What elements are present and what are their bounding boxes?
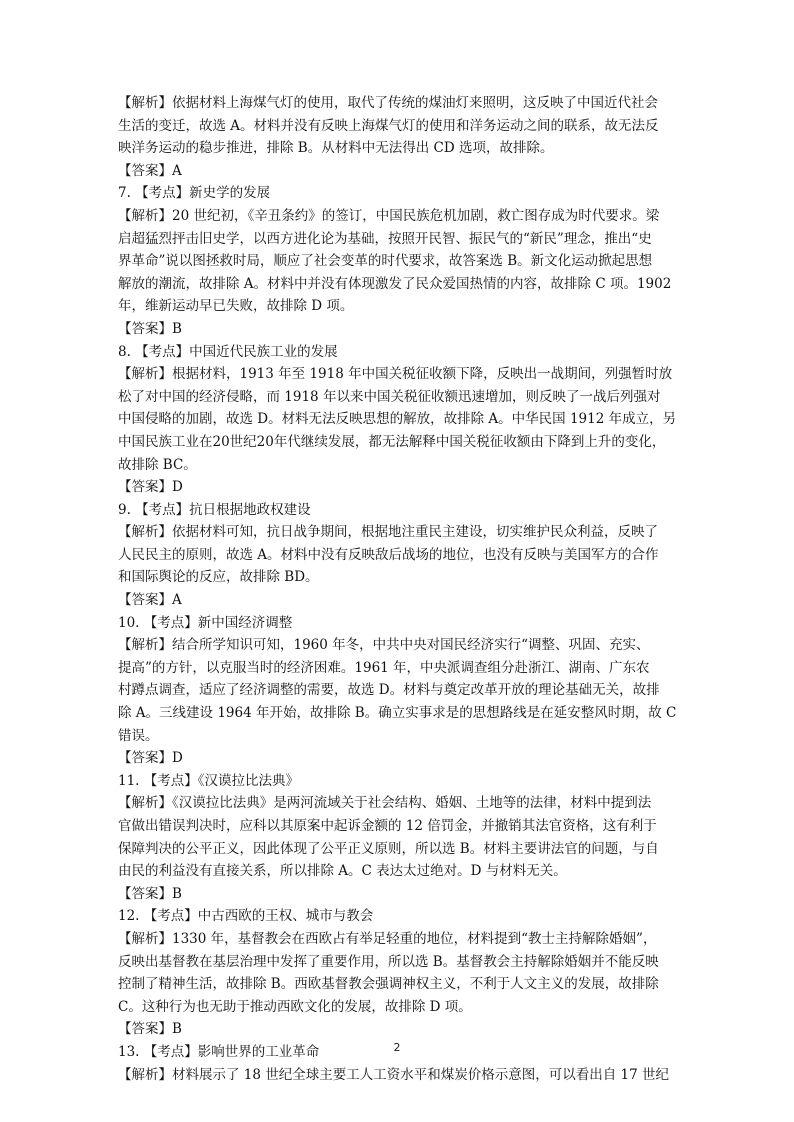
text-line: 保障判决的公平正义，因此体现了公平正义原则，所以选 B。材料主要讲法官的问题，与自: [118, 840, 659, 857]
text-line: 界革命”说以图拯救时局，顺应了社会变革的时代要求，故答案选 B。新文化运动掀起思想: [118, 253, 653, 270]
text-line: 【答案】A: [118, 592, 182, 609]
text-line: 【解析】1330 年，基督教会在西欧占有举足轻重的地位，材料提到“教士主持解除婚姻”，: [118, 930, 657, 947]
text-line: 【答案】B: [118, 320, 182, 337]
text-line: 13. 【考点】影响世界的工业革命: [118, 1043, 320, 1060]
text-line: 【解析】《汉谟拉比法典》是两河流域关于社会结构、婚姻、土地等的法律，材料中提到法: [118, 795, 652, 812]
text-line: 【解析】材料展示了 18 世纪全球主要工人工资水平和煤炭价格示意图，可以看出自 17 世纪: [118, 1066, 670, 1083]
text-line: 9. 【考点】抗日根据地政权建设: [118, 501, 311, 518]
text-line: 12. 【考点】中古西欧的王权、城市与教会: [118, 908, 374, 925]
text-line: 【解析】根据材料，1913 年至 1918 年中国关税征收额下降，反映出一战期间，列强暂时放: [118, 366, 673, 383]
text-line: 【答案】B: [118, 885, 182, 902]
text-line: 解放的潮流，故排除 A。材料中并没有体现激发了民众爱国热情的内容，故排除 C 项。1902: [118, 275, 672, 292]
text-line: 除 A。三线建设 1964 年开始，故排除 B。确立实事求是的思想路线是在延安整风时期，故 C: [118, 705, 677, 722]
text-line: 【答案】B: [118, 1021, 182, 1038]
text-line: 提高”的方针，以克服当时的经济困难。1961 年，中央派调查组分赴浙江、湖南、广东农: [118, 659, 650, 676]
text-line: 松了对中国的经济侵略，而 1918 年以来中国关税征收额迅速增加，则反映了一战后列强对: [118, 388, 661, 405]
text-line: 错误。: [118, 727, 159, 744]
text-line: 人民民主的原则，故选 A。材料中没有反映敌后战场的地位，也没有反映与美国军方的合作: [118, 546, 659, 563]
text-line: 映洋务运动的稳步推进，排除 B。从材料中无法得出 CD 选项，故排除。: [118, 140, 554, 157]
text-line: 反映出基督教在基层治理中发挥了重要作用，所以选 B。基督教会主持解除婚姻并不能反映: [118, 953, 659, 970]
text-line: 8. 【考点】中国近代民族工业的发展: [118, 343, 338, 360]
text-line: 【解析】依据材料可知，抗日战争期间，根据地注重民主建设，切实维护民众利益，反映了: [118, 524, 658, 541]
text-line: 由民的利益没有直接关系，所以排除 A。C 表达太过绝对。D 与材料无关。: [118, 863, 567, 880]
page-number: 2: [393, 1041, 401, 1054]
text-line: 【答案】D: [118, 750, 183, 767]
text-line: 故排除 BC。: [118, 456, 197, 473]
text-line: 年，维新运动早已失败，故排除 D 项。: [118, 298, 354, 315]
text-line: 官做出错误判决时，应科以其原案中起诉金额的 12 倍罚金，并撤销其法官资格，这有利于: [118, 818, 657, 834]
text-line: 【解析】结合所学知识可知，1960 年冬，中共中央对国民经济实行“调整、巩固、充实、: [118, 637, 650, 654]
text-line: 【答案】D: [118, 479, 183, 496]
text-line: 【答案】A: [118, 162, 182, 179]
text-line: 中国民族工业在20世纪20年代继续发展，都无法解释中国关税征收额由下降到上升的变化，: [118, 433, 666, 450]
text-line: 生活的变迁，故选 A。材料并没有反映上海煤气灯的使用和洋务运动之间的联系，故无法反: [118, 117, 659, 134]
answer-explanation-text: [118, 92, 678, 1086]
text-line: 启超猛烈抨击旧史学，以西方进化论为基础，按照开民智、振民气的“新民”理念，推出“史: [118, 230, 652, 247]
text-line: 中国侵略的加剧，故选 D。材料无法反映思想的解放，故排除 A。中华民国 1912 年成立，另: [118, 411, 677, 428]
text-line: C。这种行为也无助于推动西欧文化的发展，故排除 D 项。: [118, 998, 472, 1015]
text-line: 7. 【考点】新史学的发展: [118, 185, 271, 202]
text-line: 村蹲点调查，适应了经济调整的需要，故选 D。材料与奠定改革开放的理论基础无关，故排: [118, 682, 660, 699]
text-line: 【解析】20 世纪初，《辛丑条约》的签订，中国民族危机加剧，救亡图存成为时代要求。梁: [118, 207, 660, 224]
text-line: 和国际舆论的反应，故排除 BD。: [118, 569, 319, 586]
text-line: 11. 【考点】《汉谟拉比法典》: [118, 772, 300, 789]
text-line: 控制了精神生活，故排除 B。西欧基督教会强调神权主义，不利于人文主义的发展，故排除: [118, 976, 659, 993]
text-line: 【解析】依据材料上海煤气灯的使用，取代了传统的煤油灯来照明，这反映了中国近代社会: [118, 95, 658, 111]
text-line: 10. 【考点】新中国经济调整: [118, 614, 293, 631]
